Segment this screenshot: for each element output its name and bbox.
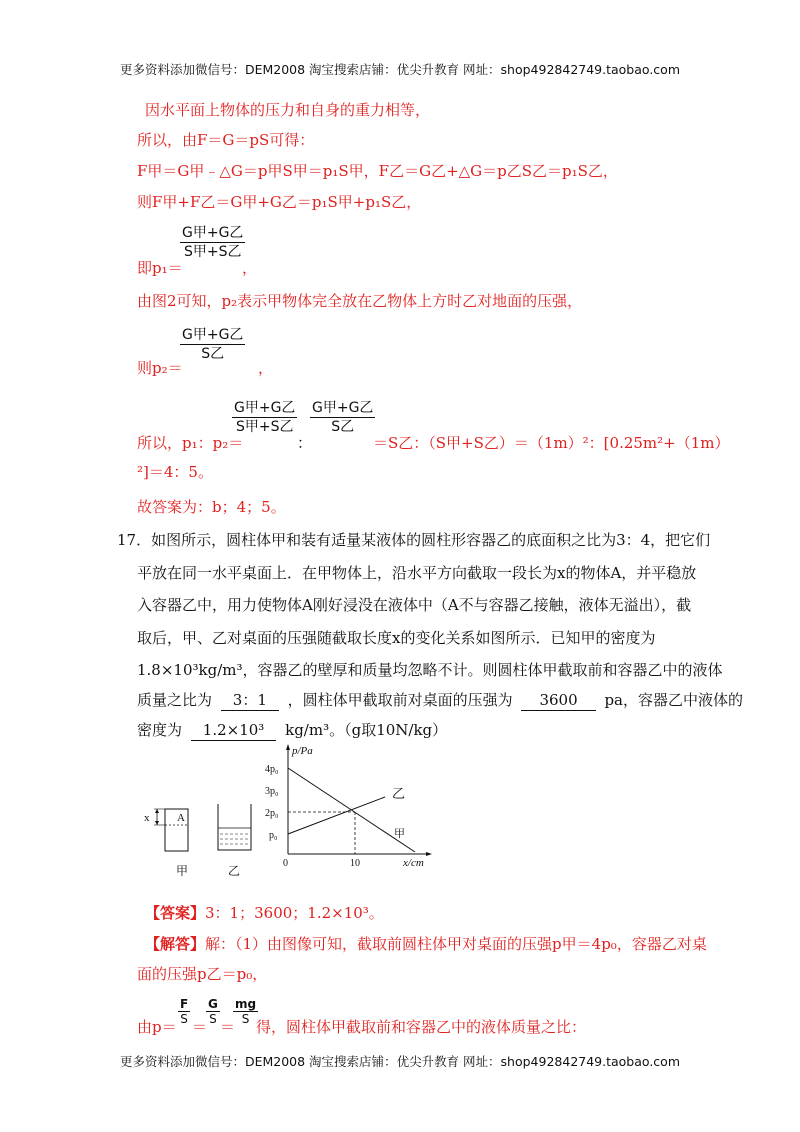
sol16-line-8-colon: ：: [297, 434, 313, 452]
fraction-numerator: G甲+G乙: [182, 225, 244, 241]
q17-text: 质量之比为: [137, 691, 213, 709]
fraction-numerator: G: [208, 997, 218, 1011]
y-axis-label: p/Pa: [292, 745, 313, 757]
analysis-line-3-suffix: 得，圆柱体甲截取前和容器乙中的液体质量之比：: [256, 1018, 587, 1036]
sol16-line-5-suffix: ，: [242, 259, 258, 277]
analysis-line-2: 面的压强p乙＝p₀，: [137, 965, 268, 983]
analysis-line-3-prefix: 由p＝: [137, 1018, 177, 1036]
ytick-4p0: 4p₀: [265, 764, 279, 775]
fraction-denominator: S: [180, 1012, 188, 1026]
q17-text: pa，容器乙中液体的: [604, 691, 743, 709]
fraction-denominator: S甲+S乙: [235, 419, 294, 435]
equals-sign: ＝: [220, 1018, 236, 1036]
answer-blank-pressure: 3600: [521, 690, 595, 711]
container-yi-drawing: [218, 804, 251, 878]
sol16-line-8-prefix: 所以，p₁：p₂＝: [137, 434, 244, 452]
fraction-p2: [180, 326, 245, 363]
answer-blank-mass-ratio: 3：1: [221, 690, 279, 711]
sol16-line-2: 所以，由F＝G＝pS可得：: [137, 131, 315, 149]
sol16-line-10: 故答案为：b；4；5。: [137, 498, 286, 516]
q17-line-2: 平放在同一水平桌面上．在甲物体上，沿水平方向截取一段长为x的物体A，并平稳放: [137, 564, 697, 582]
answer-text: 3：1；3600；1.2×10³。: [205, 904, 384, 922]
pressure-graph: [265, 744, 432, 869]
q17-text: 密度为: [137, 721, 183, 739]
answer-line: [145, 903, 384, 923]
sol16-line-5-prefix: 即p₁＝: [137, 259, 183, 277]
line-yi: [288, 797, 385, 834]
sol16-line-8-suffix: ＝S乙：（S甲+S乙）＝（1m）²：[0.25m²+（1m）: [373, 434, 730, 452]
q17-text: ，圆柱体甲截取前对桌面的压强为: [287, 691, 513, 709]
fraction-numerator: G甲+G乙: [234, 400, 296, 416]
sol16-line-3: F甲＝G甲﹣△G＝p甲S甲＝p₁S甲，F乙＝G乙+△G＝p乙S乙＝p₁S乙，: [137, 162, 618, 180]
fraction-numerator: mg: [235, 997, 257, 1011]
answer-label: 【答案】: [145, 904, 206, 922]
sol16-line-7-prefix: 则p₂＝: [137, 359, 183, 377]
label-yi: 乙: [228, 864, 241, 878]
fraction-denominator: S: [241, 1012, 250, 1026]
origin-label: 0: [283, 858, 288, 869]
fraction-numerator: F: [180, 997, 189, 1011]
page-header: 更多资料添加微信号：DEM2008 淘宝搜索店铺：优尖升教育 网址：shop492842749.taobao.com: [119, 62, 681, 77]
q17-line-3: 入容器乙中，用力使物体A刚好浸没在液体中（A不与容器乙接触，液体无溢出），截: [137, 596, 692, 614]
fraction-G-over-S: [206, 997, 220, 1026]
x-axis-label: x/cm: [403, 857, 424, 869]
fraction-denominator: S乙: [331, 419, 355, 435]
line-yi-label: 乙: [392, 786, 406, 801]
q17-line-4: 取后，甲、乙对桌面的压强随截取长度x的变化关系如图所示．已知甲的密度为: [137, 629, 656, 647]
q17-text: kg/m³。（g取10N/kg）: [285, 721, 448, 739]
fraction-F-over-S: [178, 997, 190, 1026]
fraction-denominator: S乙: [201, 346, 225, 362]
sol16-line-1: 因水平面上物体的压力和自身的重力相等，: [145, 101, 431, 119]
cylinder-jia-drawing: [144, 809, 188, 878]
fraction-numerator: G甲+G乙: [182, 327, 244, 343]
label-A: A: [177, 812, 185, 824]
analysis-text: 解：（1）由图像可知，截取前圆柱体甲对桌面的压强p甲＝4p₀，容器乙对桌: [205, 935, 707, 953]
q17-line-5: 1.8×10³kg/m³，容器乙的壁厚和质量均忽略不计。则圆柱体甲截取前和容器乙中的液体: [137, 661, 723, 679]
equals-sign: ＝: [192, 1018, 208, 1036]
fraction-ratio-1: [232, 399, 297, 436]
line-jia-label: 甲: [394, 828, 405, 840]
q17-line-6: [137, 690, 743, 711]
fraction-mg-over-S: [233, 997, 258, 1026]
label-jia: 甲: [176, 864, 189, 878]
sol16-line-4: 则F甲+F乙＝G甲+G乙＝p₁S甲+p₁S乙，: [137, 193, 422, 211]
sol16-line-9: ²]＝4：5。: [137, 463, 213, 481]
analysis-line-1: [145, 934, 707, 954]
analysis-label: 【解答】: [145, 935, 206, 953]
sol16-line-7-suffix: ，: [258, 359, 274, 377]
fraction-denominator: S甲+S乙: [183, 244, 242, 260]
fraction-numerator: G甲+G乙: [312, 400, 374, 416]
fraction-p1: [180, 224, 245, 261]
ytick-3p0: 3p₀: [265, 786, 279, 797]
q17-figure: [140, 742, 440, 887]
fraction-denominator: S: [209, 1012, 217, 1026]
label-x: x: [144, 812, 150, 824]
page-footer: 更多资料添加微信号：DEM2008 淘宝搜索店铺：优尖升教育 网址：shop492842749.taobao.com: [119, 1054, 681, 1069]
sol16-line-6: 由图2可知，p₂表示甲物体完全放在乙物体上方时乙对地面的压强，: [137, 292, 583, 310]
answer-blank-density: 1.2×10³: [191, 720, 277, 741]
ytick-2p0: 2p₀: [265, 808, 279, 819]
fraction-ratio-2: [310, 399, 375, 436]
xtick-10: 10: [350, 858, 360, 869]
q17-line-1: 17．如图所示，圆柱体甲和装有适量某液体的圆柱形容器乙的底面积之比为3：4，把它们: [117, 531, 711, 549]
q17-line-7: [137, 720, 447, 741]
ytick-p0: p₀: [269, 830, 278, 841]
